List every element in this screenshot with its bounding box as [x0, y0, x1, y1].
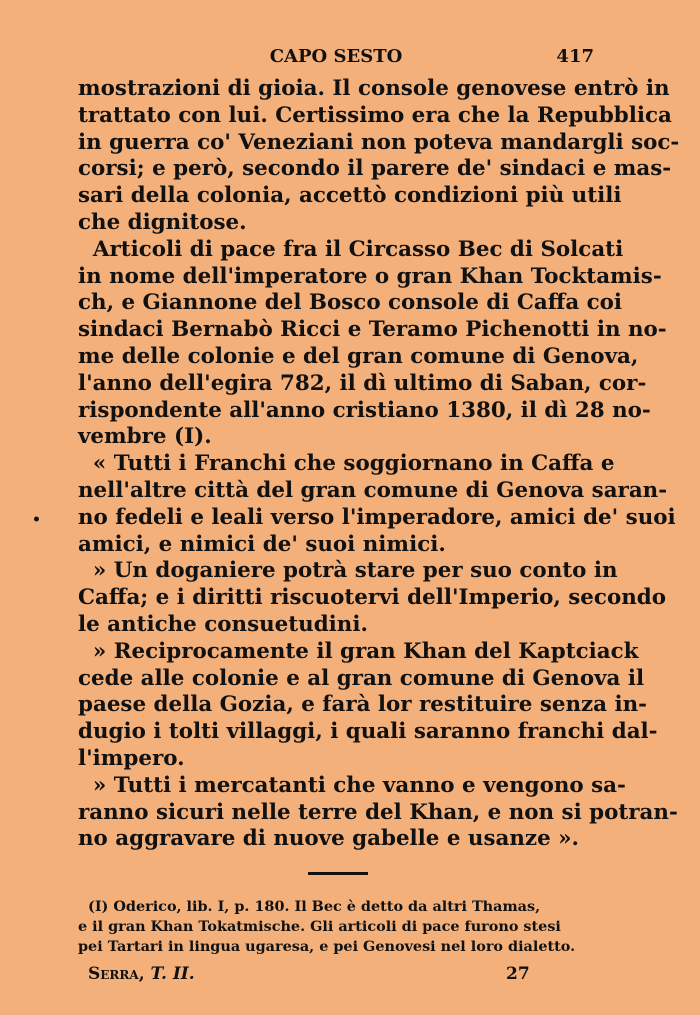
- text-line: » Tutti i mercatanti che vanno e vengono sa-: [78, 772, 626, 798]
- chapter-title: CAPO SESTO: [269, 46, 403, 67]
- text-line: l'anno dell'egira 782, il dì ultimo di Saban, cor-: [78, 370, 647, 396]
- text-line: no aggravare di nuove gabelle e usanze ».: [78, 826, 579, 852]
- body-text: [78, 76, 680, 853]
- text-line: » Un doganiere potrà stare per suo conto in: [78, 558, 618, 584]
- running-header: [78, 46, 594, 72]
- text-line: in guerra co' Veneziani non poteva mandargli soc-: [78, 129, 680, 155]
- text-line: cede alle colonie e al gran comune di Genova il: [78, 665, 645, 691]
- signature-mark: Serra, T. II.: [88, 964, 195, 984]
- text-line: amici, e nimici de' suoi nimici.: [78, 531, 446, 557]
- footnote-separator: [308, 872, 368, 875]
- signature-volume: T. II.: [150, 964, 195, 984]
- footnote: [78, 897, 594, 957]
- text-line: rispondente all'anno cristiano 1380, il dì 28 no-: [78, 397, 651, 423]
- text-line: ranno sicuri nelle terre del Khan, e non si potran-: [78, 799, 678, 825]
- footnote-line: (I) Oderico, lib. I, p. 180. Il Bec è detto da altri Thamas,: [78, 898, 541, 915]
- text-line: mostrazioni di gioia. Il console genovese entrò in: [78, 76, 670, 101]
- text-line: in nome dell'imperatore o gran Khan Tocktamis-: [78, 263, 662, 289]
- text-line: che dignitose.: [78, 209, 247, 235]
- text-line: sindaci Bernabò Ricci e Teramo Pichenotti in no-: [78, 317, 667, 343]
- signature-name: Serra: [88, 964, 139, 984]
- text-line: » Reciprocamente il gran Khan del Kaptciack: [78, 638, 639, 664]
- text-line: Articoli di pace fra il Circasso Bec di Solcati: [78, 236, 624, 262]
- text-line: no fedeli e leali verso l'imperadore, amici de' suoi: [78, 504, 676, 530]
- text-line: dugio i tolti villaggi, i quali saranno franchi dal-: [78, 719, 658, 745]
- page-number: 417: [556, 46, 594, 67]
- sheet-number: 27: [506, 964, 530, 984]
- text-line: me delle colonie e del gran comune di Genova,: [78, 343, 639, 369]
- text-line: corsi; e però, secondo il parere de' sindaci e mas-: [78, 156, 672, 182]
- footnote-line: e il gran Khan Tokatmische. Gli articoli di pace furono stesi: [78, 918, 561, 935]
- text-line: nell'altre città del gran comune di Genova saran-: [78, 477, 668, 503]
- text-line: vembre (I).: [78, 424, 212, 450]
- text-line: Caffa; e i diritti riscuotervi dell'Imperio, secondo: [78, 585, 666, 611]
- text-line: « Tutti i Franchi che soggiornano in Caffa e: [78, 451, 615, 477]
- text-line: le antiche consuetudini.: [78, 611, 368, 637]
- footnote-line: pei Tartari in lingua ugaresa, e pei Genovesi nel loro dialetto.: [78, 938, 576, 955]
- margin-mark: •: [32, 512, 41, 528]
- page-footer: [88, 964, 588, 990]
- text-line: l'impero.: [78, 745, 185, 771]
- text-line: trattato con lui. Certissimo era che la Repubblica: [78, 102, 672, 128]
- text-line: sari della colonia, accettò condizioni più utili: [78, 183, 622, 209]
- text-line: ch, e Giannone del Bosco console di Caffa coi: [78, 290, 623, 316]
- text-line: paese della Gozia, e farà lor restituire senza in-: [78, 692, 648, 718]
